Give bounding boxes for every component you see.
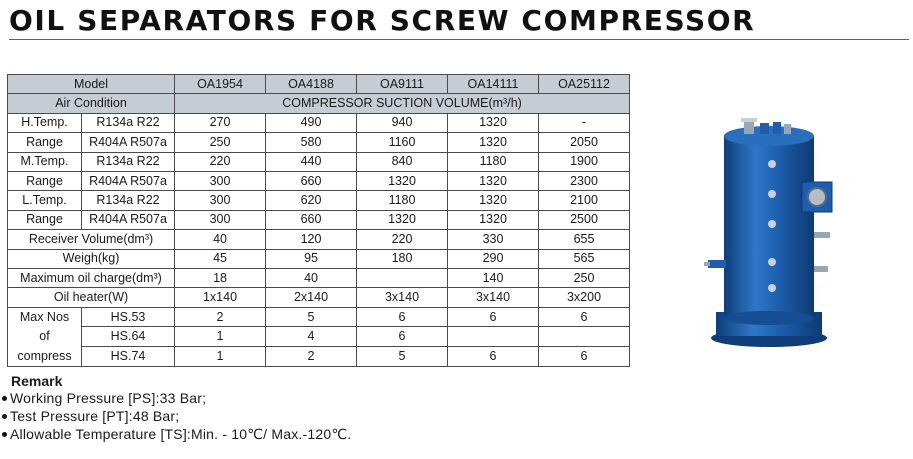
table-cell: 3x140 [448, 288, 539, 307]
table-cell: 620 [266, 191, 357, 210]
table-row [8, 249, 630, 268]
table-cell: 6 [539, 307, 630, 327]
row-label: Oil heater(W) [8, 288, 175, 307]
model-name: OA1954 [175, 75, 266, 94]
table-row [8, 307, 630, 327]
table-row [8, 327, 630, 347]
compressor-type: HS.64 [82, 327, 175, 347]
table-cell: 3x140 [357, 288, 448, 307]
table-cell: 3x200 [539, 288, 630, 307]
group-label: Range [8, 210, 82, 229]
table-cell [448, 327, 539, 347]
refrigerant-label: R134a R22 [82, 113, 175, 132]
table-row [8, 268, 630, 287]
title-divider [9, 39, 909, 40]
refrigerant-label: R404A R507a [82, 171, 175, 190]
table-cell: 5 [357, 347, 448, 367]
model-label: Model [8, 75, 175, 94]
remark-text: Test Pressure [PT]:48 Bar; [10, 408, 180, 424]
table-cell: 660 [266, 171, 357, 190]
max-compress-label-line: Max Nos [19, 309, 70, 324]
table-cell: 940 [357, 113, 448, 132]
table-cell: 220 [175, 152, 266, 171]
table-cell [357, 268, 448, 287]
table-row [8, 191, 630, 210]
table-cell: 2 [266, 347, 357, 367]
refrigerant-label: R404A R507a [82, 133, 175, 152]
row-label: Maximum oil charge(dm³) [8, 268, 175, 287]
table-cell: 330 [448, 230, 539, 249]
remark-title: Remark [11, 373, 63, 389]
max-compress-label-line: of [39, 329, 50, 344]
table-cell: 6 [357, 327, 448, 347]
table-row [8, 152, 630, 171]
compressor-type: HS.74 [82, 347, 175, 367]
table-cell: 2050 [539, 133, 630, 152]
max-compress-label [8, 307, 82, 366]
row-label: Receiver Volume(dm³) [8, 230, 175, 249]
group-label: H.Temp. [8, 113, 82, 132]
table-cell: 1320 [448, 133, 539, 152]
table-cell: 1 [175, 347, 266, 367]
table-cell [539, 327, 630, 347]
table-cell: 5 [266, 307, 357, 327]
table-cell: 2300 [539, 171, 630, 190]
model-name: OA9111 [357, 75, 448, 94]
table-cell: 300 [175, 191, 266, 210]
table-cell: 1320 [448, 191, 539, 210]
table-cell: 4 [266, 327, 357, 347]
table-cell: 440 [266, 152, 357, 171]
table-cell: 300 [175, 210, 266, 229]
refrigerant-label: R134a R22 [82, 152, 175, 171]
suction-volume-label: COMPRESSOR SUCTION VOLUME(m³/h) [175, 94, 630, 113]
table-cell: 300 [175, 171, 266, 190]
table-cell: 1320 [357, 210, 448, 229]
spec-table [7, 74, 630, 367]
table-row [8, 288, 630, 307]
oil-separator-image [694, 112, 854, 352]
model-header-row [8, 75, 630, 94]
table-cell: 250 [175, 133, 266, 152]
group-label: M.Temp. [8, 152, 82, 171]
table-cell: 250 [539, 268, 630, 287]
table-row [8, 133, 630, 152]
bullet-icon [2, 432, 7, 437]
table-cell: 2 [175, 307, 266, 327]
table-row [8, 230, 630, 249]
table-cell: 18 [175, 268, 266, 287]
refrigerant-label: R404A R507a [82, 210, 175, 229]
table-cell: 1320 [448, 210, 539, 229]
table-cell: 6 [448, 347, 539, 367]
table-row [8, 171, 630, 190]
remark-line [2, 390, 206, 406]
table-cell: 655 [539, 230, 630, 249]
max-compress-label-line: compress [17, 348, 72, 363]
table-cell: 580 [266, 133, 357, 152]
table-cell: 1320 [448, 113, 539, 132]
table-cell: 840 [357, 152, 448, 171]
model-name: OA25112 [539, 75, 630, 94]
table-cell: 2500 [539, 210, 630, 229]
table-row [8, 113, 630, 132]
table-cell: 180 [357, 249, 448, 268]
table-cell: 290 [448, 249, 539, 268]
air-condition-label: Air Condition [8, 94, 175, 113]
page-title: OIL SEPARATORS FOR SCREW COMPRESSOR [9, 4, 756, 37]
table-cell: 6 [448, 307, 539, 327]
table-cell: 220 [357, 230, 448, 249]
model-name: OA4188 [266, 75, 357, 94]
refrigerant-label: R134a R22 [82, 191, 175, 210]
table-cell: 270 [175, 113, 266, 132]
table-cell: 660 [266, 210, 357, 229]
bullet-icon [2, 396, 7, 401]
table-cell: 1180 [448, 152, 539, 171]
table-cell: 1320 [448, 171, 539, 190]
table-cell: 6 [357, 307, 448, 327]
remark-text: Working Pressure [PS]:33 Bar; [10, 390, 207, 406]
compressor-type: HS.53 [82, 307, 175, 327]
bullet-icon [2, 414, 7, 419]
table-cell: 95 [266, 249, 357, 268]
air-condition-row [8, 94, 630, 113]
table-cell: 1900 [539, 152, 630, 171]
row-label: Weigh(kg) [8, 249, 175, 268]
group-label: Range [8, 171, 82, 190]
table-cell: - [539, 113, 630, 132]
remark-line [2, 426, 351, 443]
model-name: OA14111 [448, 75, 539, 94]
table-cell: 1160 [357, 133, 448, 152]
table-row [8, 347, 630, 367]
remark-line [2, 408, 179, 424]
remark-text: Allowable Temperature [TS]:Min. - 10℃/ Max.-120℃. [10, 426, 352, 442]
table-cell: 120 [266, 230, 357, 249]
table-cell: 490 [266, 113, 357, 132]
table-cell: 2x140 [266, 288, 357, 307]
table-cell: 140 [448, 268, 539, 287]
table-cell: 45 [175, 249, 266, 268]
table-cell: 565 [539, 249, 630, 268]
table-cell: 6 [539, 347, 630, 367]
side-flange [802, 182, 832, 212]
table-cell: 1 [175, 327, 266, 347]
table-cell: 40 [266, 268, 357, 287]
table-cell: 1x140 [175, 288, 266, 307]
group-label: L.Temp. [8, 191, 82, 210]
table-cell: 40 [175, 230, 266, 249]
table-row [8, 210, 630, 229]
table-cell: 2100 [539, 191, 630, 210]
table-cell: 1320 [357, 171, 448, 190]
group-label: Range [8, 133, 82, 152]
table-cell: 1180 [357, 191, 448, 210]
